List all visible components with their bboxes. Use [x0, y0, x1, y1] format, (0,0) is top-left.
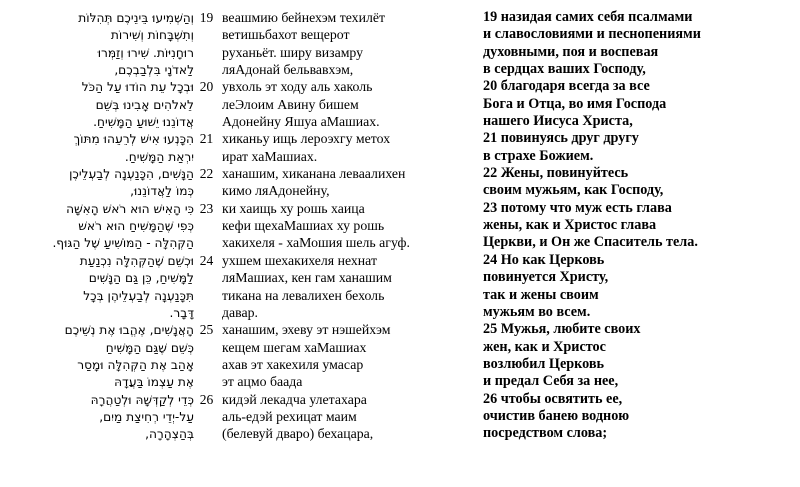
transliteration-text: давар.: [222, 304, 258, 320]
verse-number: 19: [199, 10, 214, 25]
transliteration-text: ляАдонай бельвавхэм,: [222, 62, 354, 78]
hebrew-text: כְּדֵי לְקַדְּשָׁהּ וּלְטַהֲרָהּ: [90, 392, 194, 407]
russian-line: и предал Себя за нее,: [483, 373, 619, 390]
transliteration-text: Адонейну Яшуа аМашиах.: [222, 114, 380, 130]
hebrew-text: אֲדוֹנֵנוּ יֵשׁוּעַ הַמָּשִׁיחַ.: [93, 115, 194, 130]
transliteration-text: ханашим, хиканана леваалихен: [222, 166, 406, 182]
russian-line: в страхе Божием.: [483, 147, 594, 164]
verse-row: [10, 425, 410, 442]
hebrew-text: רוּחָנִיּוֹת. שִׁירוּ וְזַמְּרוּ: [97, 45, 194, 60]
russian-line: духовными, поя и воспевая: [483, 43, 659, 60]
russian-line: очистив банею водною: [483, 407, 630, 424]
verse-row: [10, 182, 410, 199]
russian-line: 23 потому что муж есть глава: [483, 199, 672, 216]
hebrew-text: לַאדֹנָי בִּלְבַבְכֶם,: [114, 63, 194, 78]
verse-row: [10, 269, 410, 286]
transliteration-text: тикана на левалихен бехоль: [222, 287, 385, 303]
hebrew-text: וְתִשְׁבָּחוֹת וְשִׁירוֹת: [110, 28, 194, 43]
verse-row: [10, 78, 410, 95]
verse-number: 21: [199, 131, 214, 147]
transliteration-text: ляМашиах, кен гам ханашим: [222, 270, 392, 286]
transliteration-text: ахав эт хакехиля умасар: [222, 356, 364, 372]
hebrew-text: הִכָּנְעוּ אִישׁ לְרֵעֵהוּ מִתּוֹךְ: [73, 132, 194, 147]
hebrew-text: אֶת עַצְמוֹ בַּעֲדָהּ: [114, 375, 194, 390]
verse-row: [10, 287, 410, 304]
verse-row: [10, 9, 410, 26]
russian-line: так и жены своим: [483, 286, 599, 303]
russian-line: мужьям во всем.: [483, 303, 591, 320]
russian-line: посредством слова;: [483, 425, 608, 442]
verse-row: [10, 96, 410, 113]
verse-row: [10, 200, 410, 217]
hebrew-text: אָהַב אֶת הַקְּהִלָּה וּמָסַר: [77, 357, 194, 372]
russian-line: своим мужьям, как Господу,: [483, 182, 664, 199]
russian-line: 22 Жены, повинуйтесь: [483, 165, 629, 182]
hebrew-text: כִּי הָאִישׁ הוּא רֹאשׁ הָאִשָּׁה: [66, 201, 194, 216]
russian-line: Церкви, и Он же Спаситель тела.: [483, 234, 698, 251]
hebrew-transliteration-block: [10, 9, 410, 443]
transliteration-text: эт ацмо баада: [222, 374, 303, 390]
verse-row: [10, 61, 410, 78]
verse-row: [10, 304, 410, 321]
transliteration-text: ухшем шехакихеля нехнат: [222, 252, 377, 268]
transliteration-text: кефи щехаМашиах ху рошь: [222, 218, 385, 234]
hebrew-text: הַקְּהִלָּה - הַמּוֹשִׁיעַ שֶׁל הַגּוּף.: [52, 236, 194, 251]
transliteration-text: веашмию бейнехэм техилёт: [222, 10, 386, 25]
russian-line: возлюбил Церковь: [483, 355, 605, 372]
russian-line: нашего Иисуса Христа,: [483, 113, 633, 130]
verse-number: 26: [199, 391, 214, 407]
hebrew-text: וּבְכָל עֵת הוֹדוּ עַל הַכֹּל: [81, 80, 194, 95]
verse-row: [10, 165, 410, 182]
hebrew-text: וּכְשֵׁם שֶׁהַקְּהִלָּה נִכְנַעַת: [79, 253, 194, 268]
transliteration-text: хиканьу ищь лероэхгу метох: [222, 131, 391, 147]
transliteration-text: аль-едэй рехицат маим: [222, 408, 357, 424]
hebrew-text: כְּפִי שֶׁהַמָּשִׁיחַ הוּא רֹאשׁ: [78, 219, 194, 234]
transliteration-text: руханьёт. ширу визамру: [222, 44, 364, 60]
hebrew-text: הָאֲנָשִׁים, אֶהֱבוּ אֶת נְשֵׁיכֶם: [64, 323, 194, 338]
verse-number: 22: [199, 166, 214, 182]
verse-row: [10, 113, 410, 130]
russian-line: жен, как и Христос: [483, 338, 606, 355]
verse-row: [10, 26, 410, 43]
russian-line: 20 благодаря всегда за все: [483, 78, 650, 95]
transliteration-text: хакихеля - хаМошия шель агуф.: [222, 235, 410, 251]
verse-number: 23: [199, 200, 214, 216]
transliteration-text: увхоль эт ходу аль хаколь: [222, 79, 373, 95]
russian-line: повинуется Христу,: [483, 269, 609, 286]
hebrew-text: כְּמוֹ לַאֲדוֹנֵנוּ,: [130, 184, 194, 199]
russian-line: 19 назидая самих себя псалмами: [483, 9, 693, 25]
verse-row: [10, 408, 410, 425]
russian-line: 26 чтобы освятить ее,: [483, 390, 623, 407]
russian-line: 25 Мужья, любите своих: [483, 321, 641, 338]
transliteration-text: леЭлоим Авину бишем: [222, 96, 359, 112]
hebrew-text: הַנָּשִׁים, הִכָּנַעְנָה לְבַעְלֵיכֶן: [69, 167, 194, 182]
verse-row: [10, 373, 410, 390]
transliteration-text: ветишьбахот вещерот: [222, 27, 350, 43]
verse-row: [10, 391, 410, 408]
hebrew-text: בְּהַצְהָרָה,: [145, 427, 194, 442]
verse-row: [10, 44, 410, 61]
transliteration-text: ират хаМашиах.: [222, 148, 318, 164]
russian-line: в сердцах ваших Господу,: [483, 61, 646, 78]
hebrew-text: דָּבָר.: [169, 305, 194, 320]
verse-row: [10, 356, 410, 373]
verse-row: [10, 321, 410, 338]
hebrew-text: יִרְאַת הַמָּשִׁיחַ.: [124, 149, 194, 164]
hebrew-text: לַמָּשִׁיחַ, כֵּן גַּם הַנָּשִׁים: [88, 271, 194, 286]
transliteration-text: ханашим, эхеву эт нэшейхэм: [222, 322, 391, 338]
verse-row: [10, 217, 410, 234]
verse-row: [10, 252, 410, 269]
verse-row: [10, 339, 410, 356]
russian-line: Бога и Отца, во имя Господа: [483, 95, 667, 112]
verse-row: [10, 148, 410, 165]
verse-number: 20: [199, 79, 214, 95]
russian-translation-column: [483, 9, 793, 443]
verse-number: 25: [199, 322, 214, 338]
hebrew-text: לֵאלֹהִים אָבִינוּ בְּשֵׁם: [95, 97, 194, 112]
hebrew-text: עַל-יְדֵי רְחִיצַת מַיִם,: [99, 409, 194, 424]
russian-line: жены, как и Христос глава: [483, 217, 657, 234]
transliteration-text: кидэй лекадча улетахара: [222, 391, 367, 407]
transliteration-text: (белевуй дваро) бехацара,: [222, 426, 374, 442]
russian-line: и славословиями и песнопениями: [483, 26, 701, 43]
russian-line: 24 Но как Церковь: [483, 251, 605, 268]
verse-row: [10, 130, 410, 147]
russian-line: 21 повинуясь друг другу: [483, 130, 639, 147]
transliteration-text: кещем шегам хаМашиах: [222, 339, 367, 355]
transliteration-text: кимо ляАдонейну,: [222, 183, 330, 199]
verse-row: [10, 234, 410, 251]
hebrew-text: וְהַשְׁמִיעוּ בֵּינֵיכֶם תְּהִלּוֹת: [78, 11, 194, 25]
hebrew-text: כְּשֵׁם שֶׁגַּם הַמָּשִׁיחַ: [105, 340, 194, 355]
verse-number: 24: [199, 252, 214, 268]
hebrew-text: תִּכָּנַעְנָה לְבַעְלֵיהֶן בְּכָל: [83, 288, 194, 303]
transliteration-text: ки хаищь ху рошь хаица: [222, 200, 365, 216]
